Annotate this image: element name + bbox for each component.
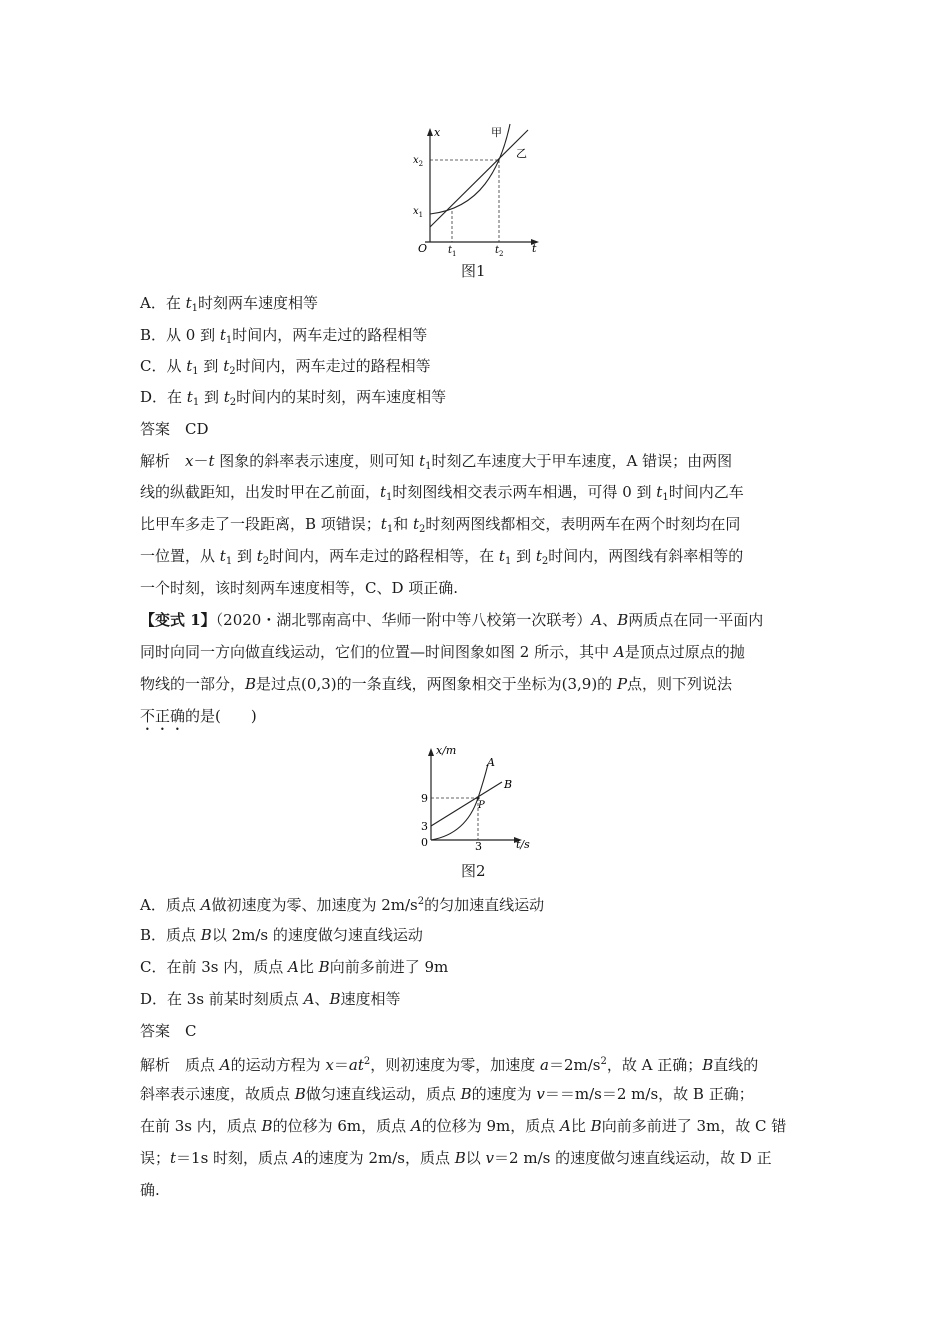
svg-text:B: B <box>504 778 513 791</box>
q2-option-b: B．质点 B以 2m/s 的速度做匀速直线运动 <box>140 926 423 944</box>
q1-explanation-line2: 线的纵截距知，出发时甲在乙前面，$t_1$时刻图线相交表示两车相遇，可得 0 到 $t_1$时间内乙车 <box>140 483 744 503</box>
q2-explanation-line4: 误；t＝1s 时刻，质点 A的速度为 2m/s，质点 B以 v＝2 m/s 的速度做匀速直线运动，故 D 正 <box>140 1149 772 1167</box>
svg-text:t: t <box>532 242 537 255</box>
line-yi <box>430 130 528 227</box>
q1-explanation-line5: 一个时刻，该时刻两车速度相等，C、D 项正确. <box>140 579 459 597</box>
svg-text:3: 3 <box>421 820 428 833</box>
q1-option-b: B．从 0 到 $t_1$时间内，两车走过的路程相等 <box>140 326 428 346</box>
svg-text:t1: $t_1$ <box>448 245 457 258</box>
svg-text:x/m: x/m <box>436 744 457 757</box>
svg-text:x1: $x_1$ <box>413 206 424 219</box>
svg-text:t/s: t/s <box>516 838 530 851</box>
figure1-caption: 图1 <box>461 262 486 280</box>
svg-text:甲: 甲 <box>491 126 502 139</box>
figure1-graph <box>410 122 545 258</box>
svg-text:A: A <box>487 756 495 769</box>
q2-option-c: C．在前 3s 内，质点 A比 B向前多前进了 9m <box>140 958 449 976</box>
q2-explanation-line5: 确. <box>140 1181 160 1199</box>
q1-explanation-line3: 比甲车多走了一段距离，B 项错误；$t_1$和 $t_2$时刻两图线都相交，表明两车在两个时刻均在同 <box>140 515 741 535</box>
q2-explanation-line3: 在前 3s 内，质点 B的位移为 6m，质点 A的位移为 9m，质点 A比 B向前多前进了 3m，故 C 错 <box>140 1117 787 1135</box>
svg-text:x2: $x_2$ <box>413 155 424 168</box>
q2-answer: 答案 C <box>140 1022 197 1040</box>
q2-explanation-line1: 解析 质点 A的运动方程为 $x=at^2$，则初速度为零，加速度 $a=2m/s^2$，故 A 正确；B直线的 <box>140 1056 759 1074</box>
variant-line2: 同时向同一方向做直线运动，它们的位置—时间图象如图 2 所示，其中 A是顶点过原点的抛 <box>140 643 745 661</box>
variant-line3: 物线的一部分，B是过点(0,3)的一条直线，两图象相交于坐标为(3,9)的 P点，则下列说法 <box>140 675 733 693</box>
figure2-graph <box>418 742 538 852</box>
q1-option-a: A．在 $t_1$时刻两车速度相等 <box>140 294 319 314</box>
q2-explanation-line2: 斜率表示速度，故质点 B做匀速直线运动，质点 B的速度为 v＝＝m/s＝2 m/s，故 B 正确； <box>140 1085 754 1103</box>
svg-text:9: 9 <box>421 792 428 805</box>
svg-text:乙: 乙 <box>516 147 527 160</box>
q1-option-d: D．在 $t_1$ 到 $t_2$时间内的某时刻，两车速度相等 <box>140 388 447 408</box>
figure2-caption: 图2 <box>461 862 486 880</box>
svg-text:x: x <box>434 126 441 139</box>
svg-text:O: O <box>418 242 428 255</box>
q1-answer: 答案 CD <box>140 420 209 438</box>
variant-line4: 不正确的是( ) <box>140 707 257 725</box>
variant-line1: 【变式 1】（2020・湖北鄂南高中、华师一附中等八校第一次联考）A、B两质点在同一平面内 <box>140 611 764 629</box>
svg-text:t2: $t_2$ <box>495 245 504 258</box>
q2-option-a: A．质点 A做初速度为零、加速度为 $2m/s^2$的匀加速直线运动 <box>140 896 545 914</box>
q1-explanation-line1: 解析 x－t 图象的斜率表示速度，则可知 $t_1$时刻乙车速度大于甲车速度，A 错误；由两图 <box>140 452 733 472</box>
q2-option-d: D．在 3s 前某时刻质点 A、B速度相等 <box>140 990 401 1008</box>
svg-text:P: P <box>478 800 485 811</box>
svg-text:0: 0 <box>421 836 428 849</box>
q1-explanation-line4: 一位置，从 $t_1$ 到 $t_2$时间内，两车走过的路程相等，在 $t_1$ 到 $t_2$时间内，两图线有斜率相等的 <box>140 547 744 567</box>
q1-option-c: C．从 $t_1$ 到 $t_2$时间内，两车走过的路程相等 <box>140 357 431 377</box>
svg-text:3: 3 <box>475 840 482 853</box>
